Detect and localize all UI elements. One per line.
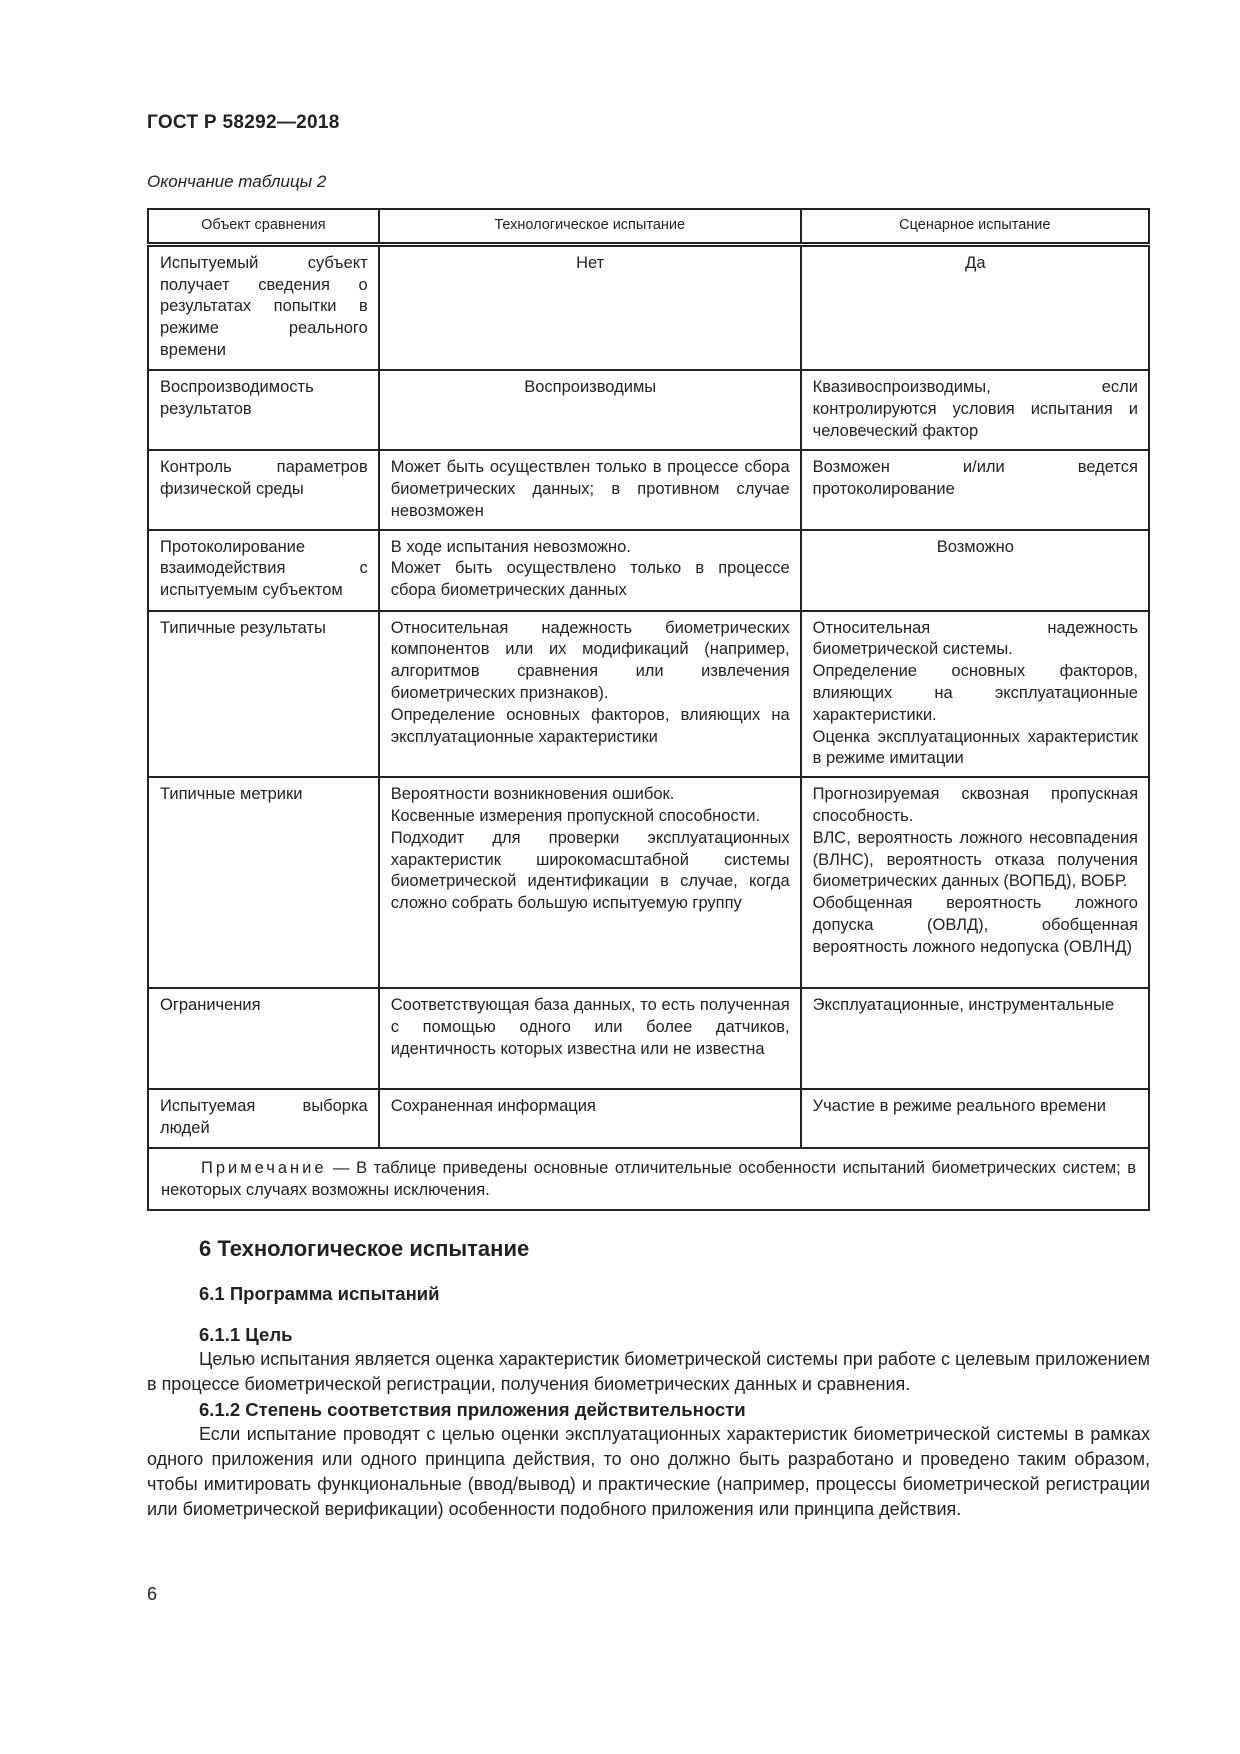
cell-scen <box>801 370 1149 450</box>
cell-paragraph: Прогнозируемая сквозная пропускная способность. <box>812 785 1138 826</box>
cell-tech <box>379 530 801 611</box>
cell-paragraph: Обобщенная вероятность ложного допуска (ОВЛД), обобщенная вероятность ложного недопуска (ОВЛНД) <box>812 894 1138 956</box>
cell-tech <box>379 244 801 370</box>
subsection-heading: 6.1 Программа испытаний <box>199 1283 440 1304</box>
cell-paragraph: Относительная надежность биометрических компонентов или их модификаций (например, алгоритмов сравнения или извлечения биометрических признаков). <box>390 618 790 703</box>
cell-paragraph: Определение основных факторов, влияющих на эксплуатационные характеристики <box>390 705 790 746</box>
page-number: 6 <box>147 1584 158 1604</box>
table-row <box>148 244 1149 370</box>
cell-paragraph: Сохраненная информация <box>390 1097 596 1116</box>
cell-tech <box>379 450 801 529</box>
table-row <box>148 450 1149 529</box>
cell-paragraph: Возможно <box>936 537 1014 556</box>
cell-paragraph: Подходит для проверки эксплуатационных характеристик широкомасштабной системы биометрической идентификации в случае, когда сложно собрать большую испытуемую группу <box>390 828 790 913</box>
cell-tech <box>379 988 801 1089</box>
cell-paragraph: Может быть осуществлено только в процессе сбора биометрических данных <box>390 559 790 600</box>
cell-paragraph: В ходе испытания невозможно. <box>390 537 631 556</box>
table-row <box>148 1089 1149 1148</box>
cell-tech <box>379 777 801 988</box>
cell-scen <box>801 1089 1149 1148</box>
section-body <box>147 1322 1150 1522</box>
cell-object: Испытуемый субъект получает сведения о результатах попытки в режиме реального времени <box>148 244 379 370</box>
comparison-table <box>147 208 1150 1211</box>
cell-paragraph: Вероятности возникновения ошибок. <box>390 785 675 804</box>
note-text: — В таблице приведены основные отличительные особенности испытаний биометрических систем; в некоторых случаях возможны исключения. <box>161 1159 1136 1200</box>
cell-scen <box>801 244 1149 370</box>
cell-object: Испытуемая выборка людей <box>148 1089 379 1148</box>
column-header: Технологическое испытание <box>379 209 801 244</box>
cell-object: Воспроизводимость результатов <box>148 370 379 450</box>
column-header: Объект сравнения <box>148 209 379 244</box>
cell-paragraph: Определение основных факторов, влияющих на эксплуатационные характеристики. <box>812 662 1138 724</box>
cell-paragraph: Да <box>965 253 986 272</box>
cell-paragraph: Оценка эксплуатационных характеристик в режиме имитации <box>812 727 1138 768</box>
document-code: ГОСТ Р 58292—2018 <box>147 112 340 133</box>
cell-paragraph: Квазивоспроизводимы, если контролируются условия испытания и человеческий фактор <box>812 378 1138 440</box>
paragraph: Если испытание проводят с целью оценки эксплуатационных характеристик биометрической системы в рамках одного приложения или одного принципа действия, то оно должно быть разработано и проведено таким образом, чтобы имитировать функциональные (ввод/вывод) и практические (например, процессы биометрической регистрации или биометрической верификации) особенности подобного приложения или принципа действия. <box>147 1424 1150 1519</box>
cell-object: Типичные результаты <box>148 611 379 778</box>
table-caption: Окончание таблицы 2 <box>147 172 327 191</box>
cell-tech <box>379 611 801 778</box>
cell-tech <box>379 370 801 450</box>
clause-heading: 6.1.1 Цель <box>199 1324 293 1345</box>
table-row <box>148 611 1149 778</box>
cell-paragraph: Участие в режиме реального времени <box>812 1097 1106 1116</box>
table-row <box>148 988 1149 1089</box>
cell-paragraph: Относительная надежность биометрической системы. <box>812 618 1138 659</box>
cell-object: Ограничения <box>148 988 379 1089</box>
cell-paragraph: Может быть осуществлен только в процессе сбора биометрических данных; в противном случае невозможен <box>390 458 790 520</box>
cell-paragraph: Соответствующая база данных, то есть полученная с помощью одного или более датчиков, идентичность которых известна или не известна <box>390 996 790 1058</box>
cell-object: Контроль параметров физической среды <box>148 450 379 529</box>
table-header-row <box>148 209 1149 244</box>
cell-object: Типичные метрики <box>148 777 379 988</box>
cell-paragraph: Эксплуатационные, инструментальные <box>812 996 1115 1015</box>
cell-scen <box>801 450 1149 529</box>
table-row <box>148 370 1149 450</box>
note-label: Примечание <box>201 1159 327 1178</box>
cell-paragraph: Косвенные измерения пропускной способности. <box>390 807 761 826</box>
table-row <box>148 530 1149 611</box>
cell-paragraph: Воспроизводимы <box>524 378 657 397</box>
cell-tech <box>379 1089 801 1148</box>
section-heading: 6 Технологическое испытание <box>199 1236 530 1261</box>
table-row <box>148 777 1149 988</box>
cell-object: Протоколирование взаимодействия с испытуемым субъектом <box>148 530 379 611</box>
cell-scen <box>801 611 1149 778</box>
table-note-row <box>148 1148 1149 1210</box>
cell-scen <box>801 988 1149 1089</box>
cell-scen <box>801 530 1149 611</box>
cell-paragraph: ВЛС, вероятность ложного несовпадения (ВЛНС), вероятность отказа получения биометрических данных (ВОПБД), ВОБР. <box>812 828 1138 891</box>
cell-scen <box>801 777 1149 988</box>
paragraph: Целью испытания является оценка характеристик биометрической системы при работе с целевым приложением в процессе биометрической регистрации, получения биометрических данных и сравнения. <box>147 1349 1150 1394</box>
column-header: Сценарное испытание <box>801 209 1149 244</box>
clause-heading: 6.1.2 Степень соответствия приложения действительности <box>199 1399 746 1420</box>
cell-paragraph: Возможен и/или ведется протоколирование <box>812 458 1138 499</box>
cell-paragraph: Нет <box>576 253 605 272</box>
